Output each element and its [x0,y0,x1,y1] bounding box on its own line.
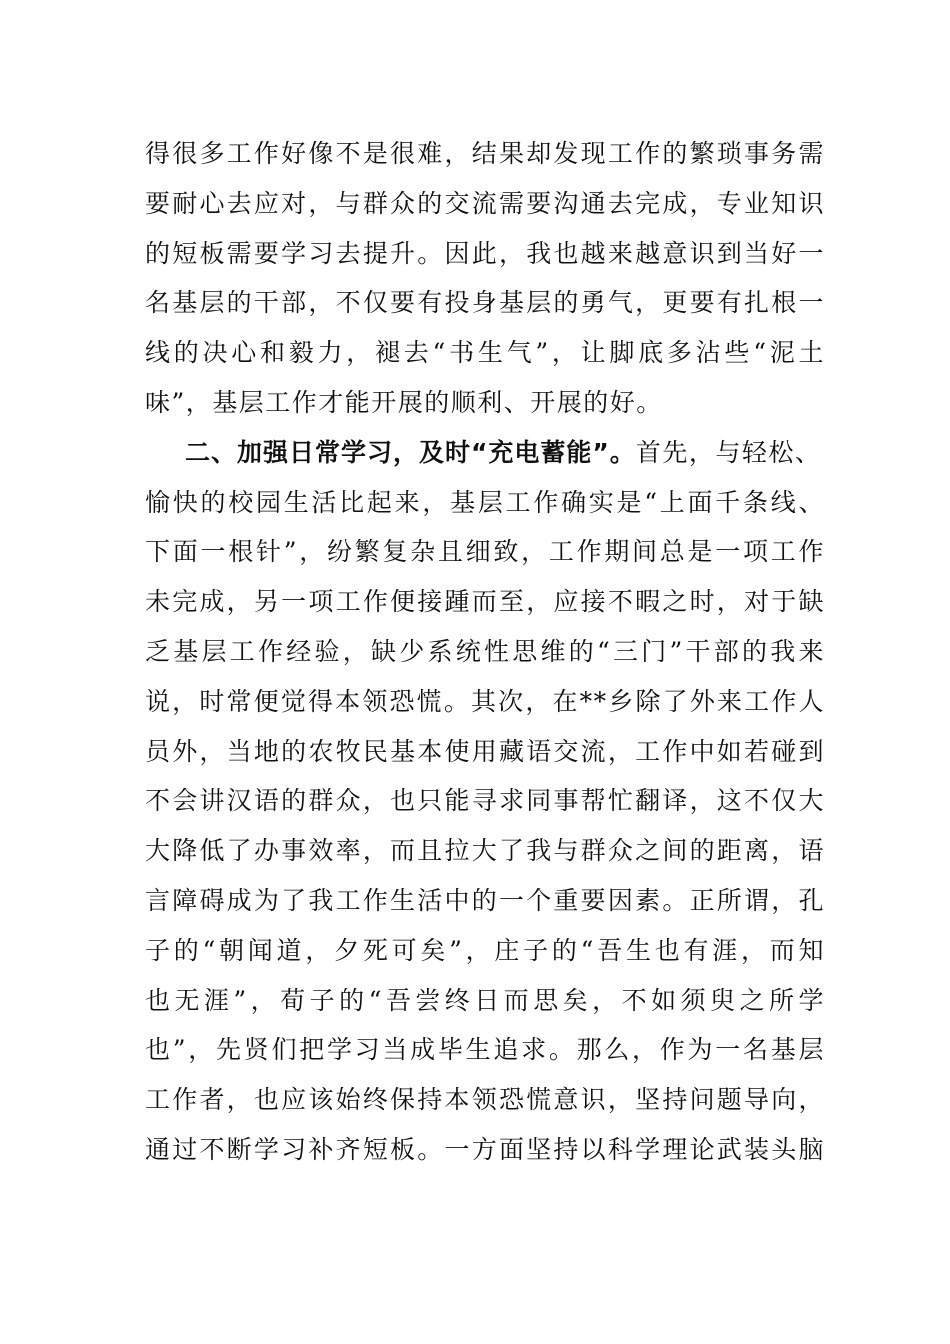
paragraph-line: 得很多工作好像不是很难，结果却发现工作的繁琐事务需 [145,139,825,168]
paragraph-line: 子的“朝闻道，夕死可矣”，庄子的“吾生也有涯，而知 [145,935,825,965]
paragraph-line: 言障碍成为了我工作生活中的一个重要因素。正所谓，孔 [145,885,825,915]
paragraph-line-last: 味”，基层工作才能开展的顺利、开展的好。 [145,387,663,417]
section-heading-line [145,428,825,478]
paragraph-line: 也”，先贤们把学习当成毕生追求。那么，作为一名基层 [145,1035,825,1065]
paragraph-line: 乏基层工作经验，缺少系统性思维的“三门”干部的我来 [145,636,825,666]
paragraph-line: 下面一根针”，纷繁复杂且细致，工作期间总是一项工作 [145,537,825,567]
section-heading: 二、加强日常学习，及时“充电蓄能”。 [185,437,636,467]
paragraph-line: 名基层的干部，不仅要有投身基层的勇气，更要有扎根一 [145,288,825,318]
paragraph-line: 也无涯”，荀子的“吾尝终日而思矣，不如须臾之所学 [145,985,825,1015]
paragraph-line: 的短板需要学习去提升。因此，我也越来越意识到当好一 [145,238,825,268]
paragraph-line: 要耐心去应对，与群众的交流需要沟通去完成，专业知识 [145,188,825,218]
paragraph-line: 不会讲汉语的群众，也只能寻求同事帮忙翻译，这不仅大 [145,786,825,816]
paragraph-line: 工作者，也应该始终保持本领恐慌意识，坚持问题导向， [145,1085,825,1115]
paragraph-line: 员外，当地的农牧民基本使用藏语交流，工作中如若碰到 [145,736,825,766]
paragraph-line: 说，时常便觉得本领恐慌。其次，在**乡除了外来工作人 [145,686,825,716]
paragraph-line: 未完成，另一项工作便接踵而至，应接不暇之时，对于缺 [145,587,825,617]
paragraph-line: 线的决心和毅力，褪去“书生气”，让脚底多沾些“泥土 [145,338,825,368]
section-text: 首先，与轻松、 [635,437,822,467]
paragraph-line: 大降低了办事效率，而且拉大了我与群众之间的距离，语 [145,836,825,866]
document-body [145,129,825,1175]
paragraph-line: 通过不断学习补齐短板。一方面坚持以科学理论武装头脑 [145,1134,825,1164]
paragraph-line: 愉快的校园生活比起来，基层工作确实是“上面千条线、 [145,487,825,517]
